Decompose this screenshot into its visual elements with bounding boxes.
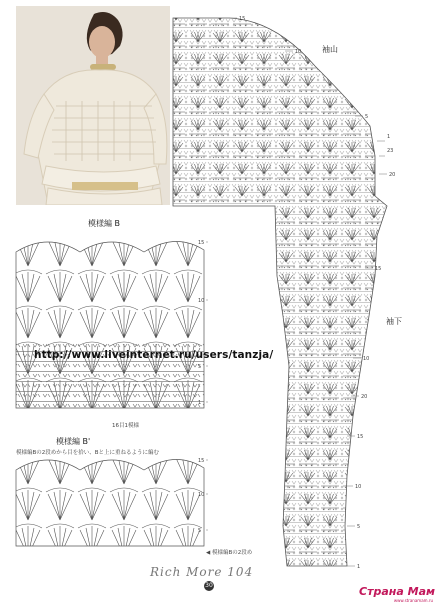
page-number: 30 <box>205 582 213 589</box>
row-num: 10 <box>295 49 302 55</box>
row-num: 15 <box>198 240 205 246</box>
row-num: 1 <box>357 564 361 570</box>
row-num: 20 <box>389 172 396 178</box>
row-num: 5 <box>198 364 202 370</box>
row-num: 15 <box>198 458 205 464</box>
row-num: 1 <box>387 134 391 140</box>
source-url: http://www.liveinternet.ru/users/tanzja/ <box>34 349 274 361</box>
pattern-b2-chart <box>12 450 208 556</box>
row-num: 5 <box>357 524 361 530</box>
row-num: 10 <box>198 298 205 304</box>
pattern-b2-note: 模様編Bの2段めから目を拾い、Bと上に重ねるように編む <box>16 450 160 456</box>
row-num: 10 <box>198 492 205 498</box>
pattern-b2-title: 模様編 B' <box>56 437 91 446</box>
model-photo <box>16 6 170 205</box>
brand-caption: Rich More 104 <box>150 565 254 579</box>
pickup-note: ◀ 模様編Bの2段め <box>206 550 253 556</box>
pattern-b2-diagram <box>12 450 208 552</box>
row-num: 10 <box>355 484 362 490</box>
sleeve-lower-label: 袖下 <box>386 317 402 326</box>
row-num: 10 <box>363 356 370 362</box>
row-num: 1 <box>198 400 202 406</box>
row-num: 15 <box>375 266 382 272</box>
row-num: 23 <box>387 148 394 154</box>
row-num: 15 <box>239 16 246 22</box>
pattern-b-diagram <box>12 232 208 418</box>
pattern-b-title: 模様編 B <box>88 219 121 228</box>
sleeve-cap-label: 袖山 <box>322 45 338 54</box>
pattern-b-repeat: 16目1模様 <box>112 423 139 429</box>
row-num: 15 <box>357 434 364 440</box>
watermark-logo: Страна Мам <box>359 585 435 598</box>
row-num: 5 <box>198 528 202 534</box>
model-photo-icon <box>16 6 170 205</box>
row-num: 5 <box>365 114 369 120</box>
watermark-url: www.stranamam.ru <box>393 598 433 603</box>
row-num: 20 <box>361 394 368 400</box>
pattern-b-chart <box>12 232 208 422</box>
